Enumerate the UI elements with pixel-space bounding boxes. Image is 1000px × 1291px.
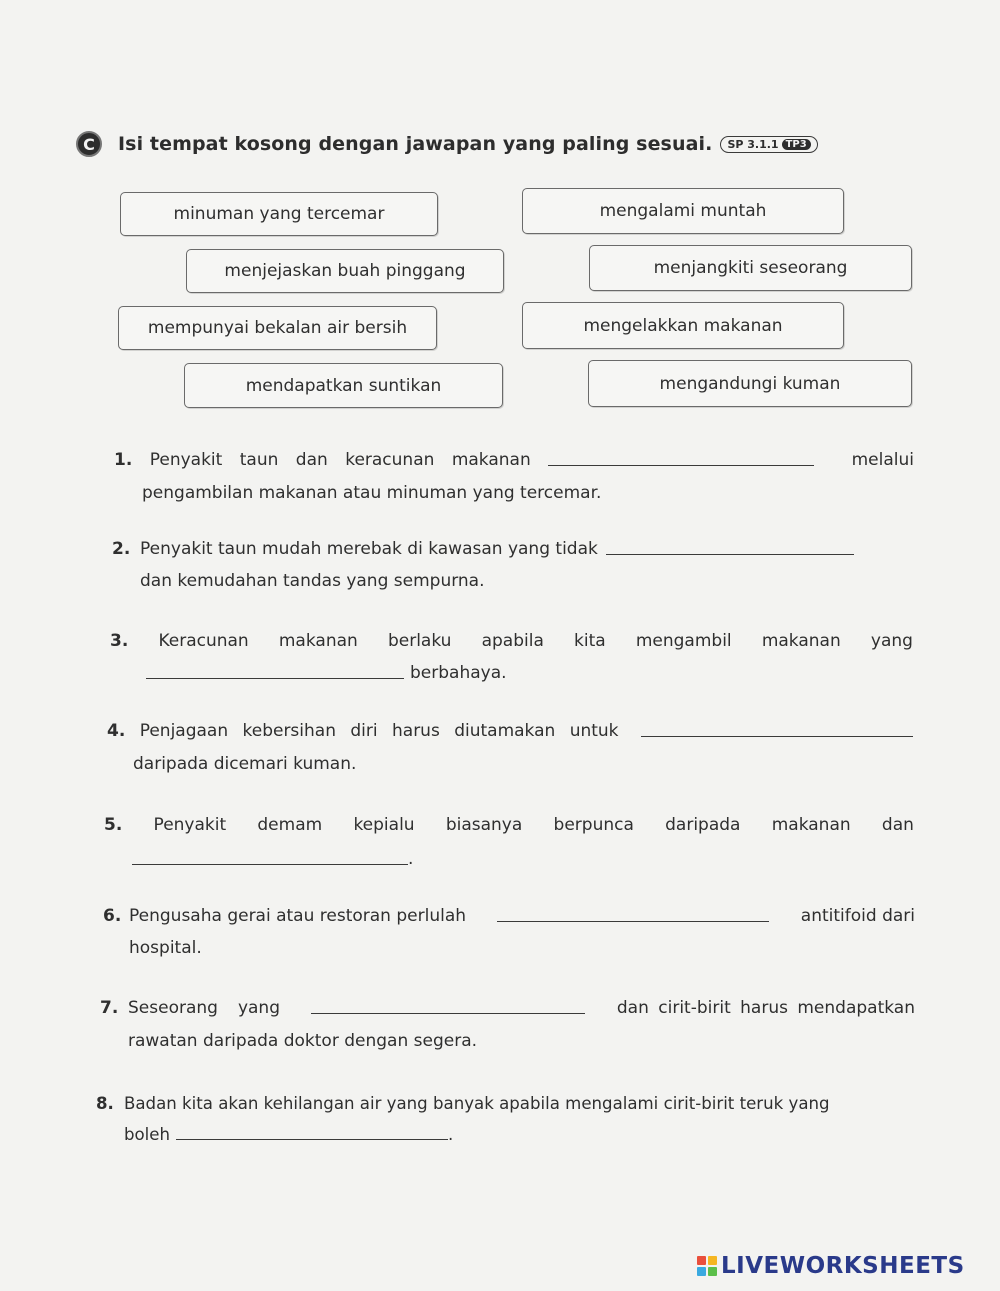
option-box[interactable]: menjangkiti seseorang: [589, 245, 912, 291]
section-badge: C: [76, 131, 102, 157]
logo-square: [708, 1267, 717, 1276]
question-8: 8. Badan kita akan kehilangan air yang banyak apabila mengalami cirit-birit teruk yang boleh .: [96, 1094, 830, 1144]
question-4: 4. Penjagaan kebersihan diri harus diutamakan untuk daripada dicemari kuman.: [107, 721, 913, 774]
option-box[interactable]: mempunyai bekalan air bersih: [118, 306, 437, 350]
instruction-text: Isi tempat kosong dengan jawapan yang paling sesuai.: [118, 133, 713, 155]
question-number: 6.: [103, 906, 122, 926]
option-box[interactable]: minuman yang tercemar: [120, 192, 438, 236]
sp-code: SP 3.1.1: [727, 137, 779, 151]
question-1: 1. Penyakit taun dan keracunan makanan melalui pengambilan makanan atau minuman yang tercemar.: [114, 450, 914, 503]
question-number: 4.: [107, 721, 126, 741]
question-6: 6. Pengusaha gerai atau restoran perlulah antitifoid dari hospital.: [103, 906, 915, 958]
logo-square: [697, 1256, 706, 1265]
question-number: 8.: [96, 1094, 114, 1113]
question-7: 7. Seseorang yang dan cirit-birit harus mendapatkan rawatan daripada doktor dengan segera.: [100, 998, 915, 1051]
answer-blank-8[interactable]: [176, 1138, 448, 1140]
option-box[interactable]: mengalami muntah: [522, 188, 844, 234]
logo-square: [697, 1267, 706, 1276]
answer-blank-4[interactable]: [641, 735, 913, 737]
question-number: 1.: [114, 450, 133, 470]
question-5: 5. Penyakit demam kepialu biasanya berpunca daripada makanan dan .: [104, 815, 914, 869]
answer-blank-3[interactable]: [146, 677, 404, 679]
answer-blank-1[interactable]: [548, 464, 814, 466]
option-box[interactable]: mengandungi kuman: [588, 360, 912, 407]
answer-blank-6[interactable]: [497, 920, 769, 922]
answer-blank-7[interactable]: [311, 1012, 585, 1014]
option-box[interactable]: menjejaskan buah pinggang: [186, 249, 504, 293]
question-3: 3. Keracunan makanan berlaku apabila kita mengambil makanan yang berbahaya.: [110, 631, 913, 683]
liveworksheets-text: LIVEWORKSHEETS: [721, 1253, 965, 1279]
liveworksheets-grid-icon: [697, 1256, 717, 1276]
option-box[interactable]: mengelakkan makanan: [522, 302, 844, 349]
logo-square: [708, 1256, 717, 1265]
question-number: 3.: [110, 631, 129, 651]
section-heading: [76, 131, 818, 157]
sp-code-tag: [720, 136, 817, 153]
answer-blank-5[interactable]: [132, 863, 408, 865]
question-2: 2. Penyakit taun mudah merebak di kawasan yang tidak dan kemudahan tandas yang sempurna.: [112, 539, 912, 591]
question-number: 5.: [104, 815, 123, 835]
question-number: 2.: [112, 539, 131, 559]
question-number: 7.: [100, 998, 119, 1018]
answer-blank-2[interactable]: [606, 553, 854, 555]
tp-code: TP3: [782, 139, 811, 150]
option-box[interactable]: mendapatkan suntikan: [184, 363, 503, 408]
liveworksheets-logo: [697, 1253, 965, 1279]
